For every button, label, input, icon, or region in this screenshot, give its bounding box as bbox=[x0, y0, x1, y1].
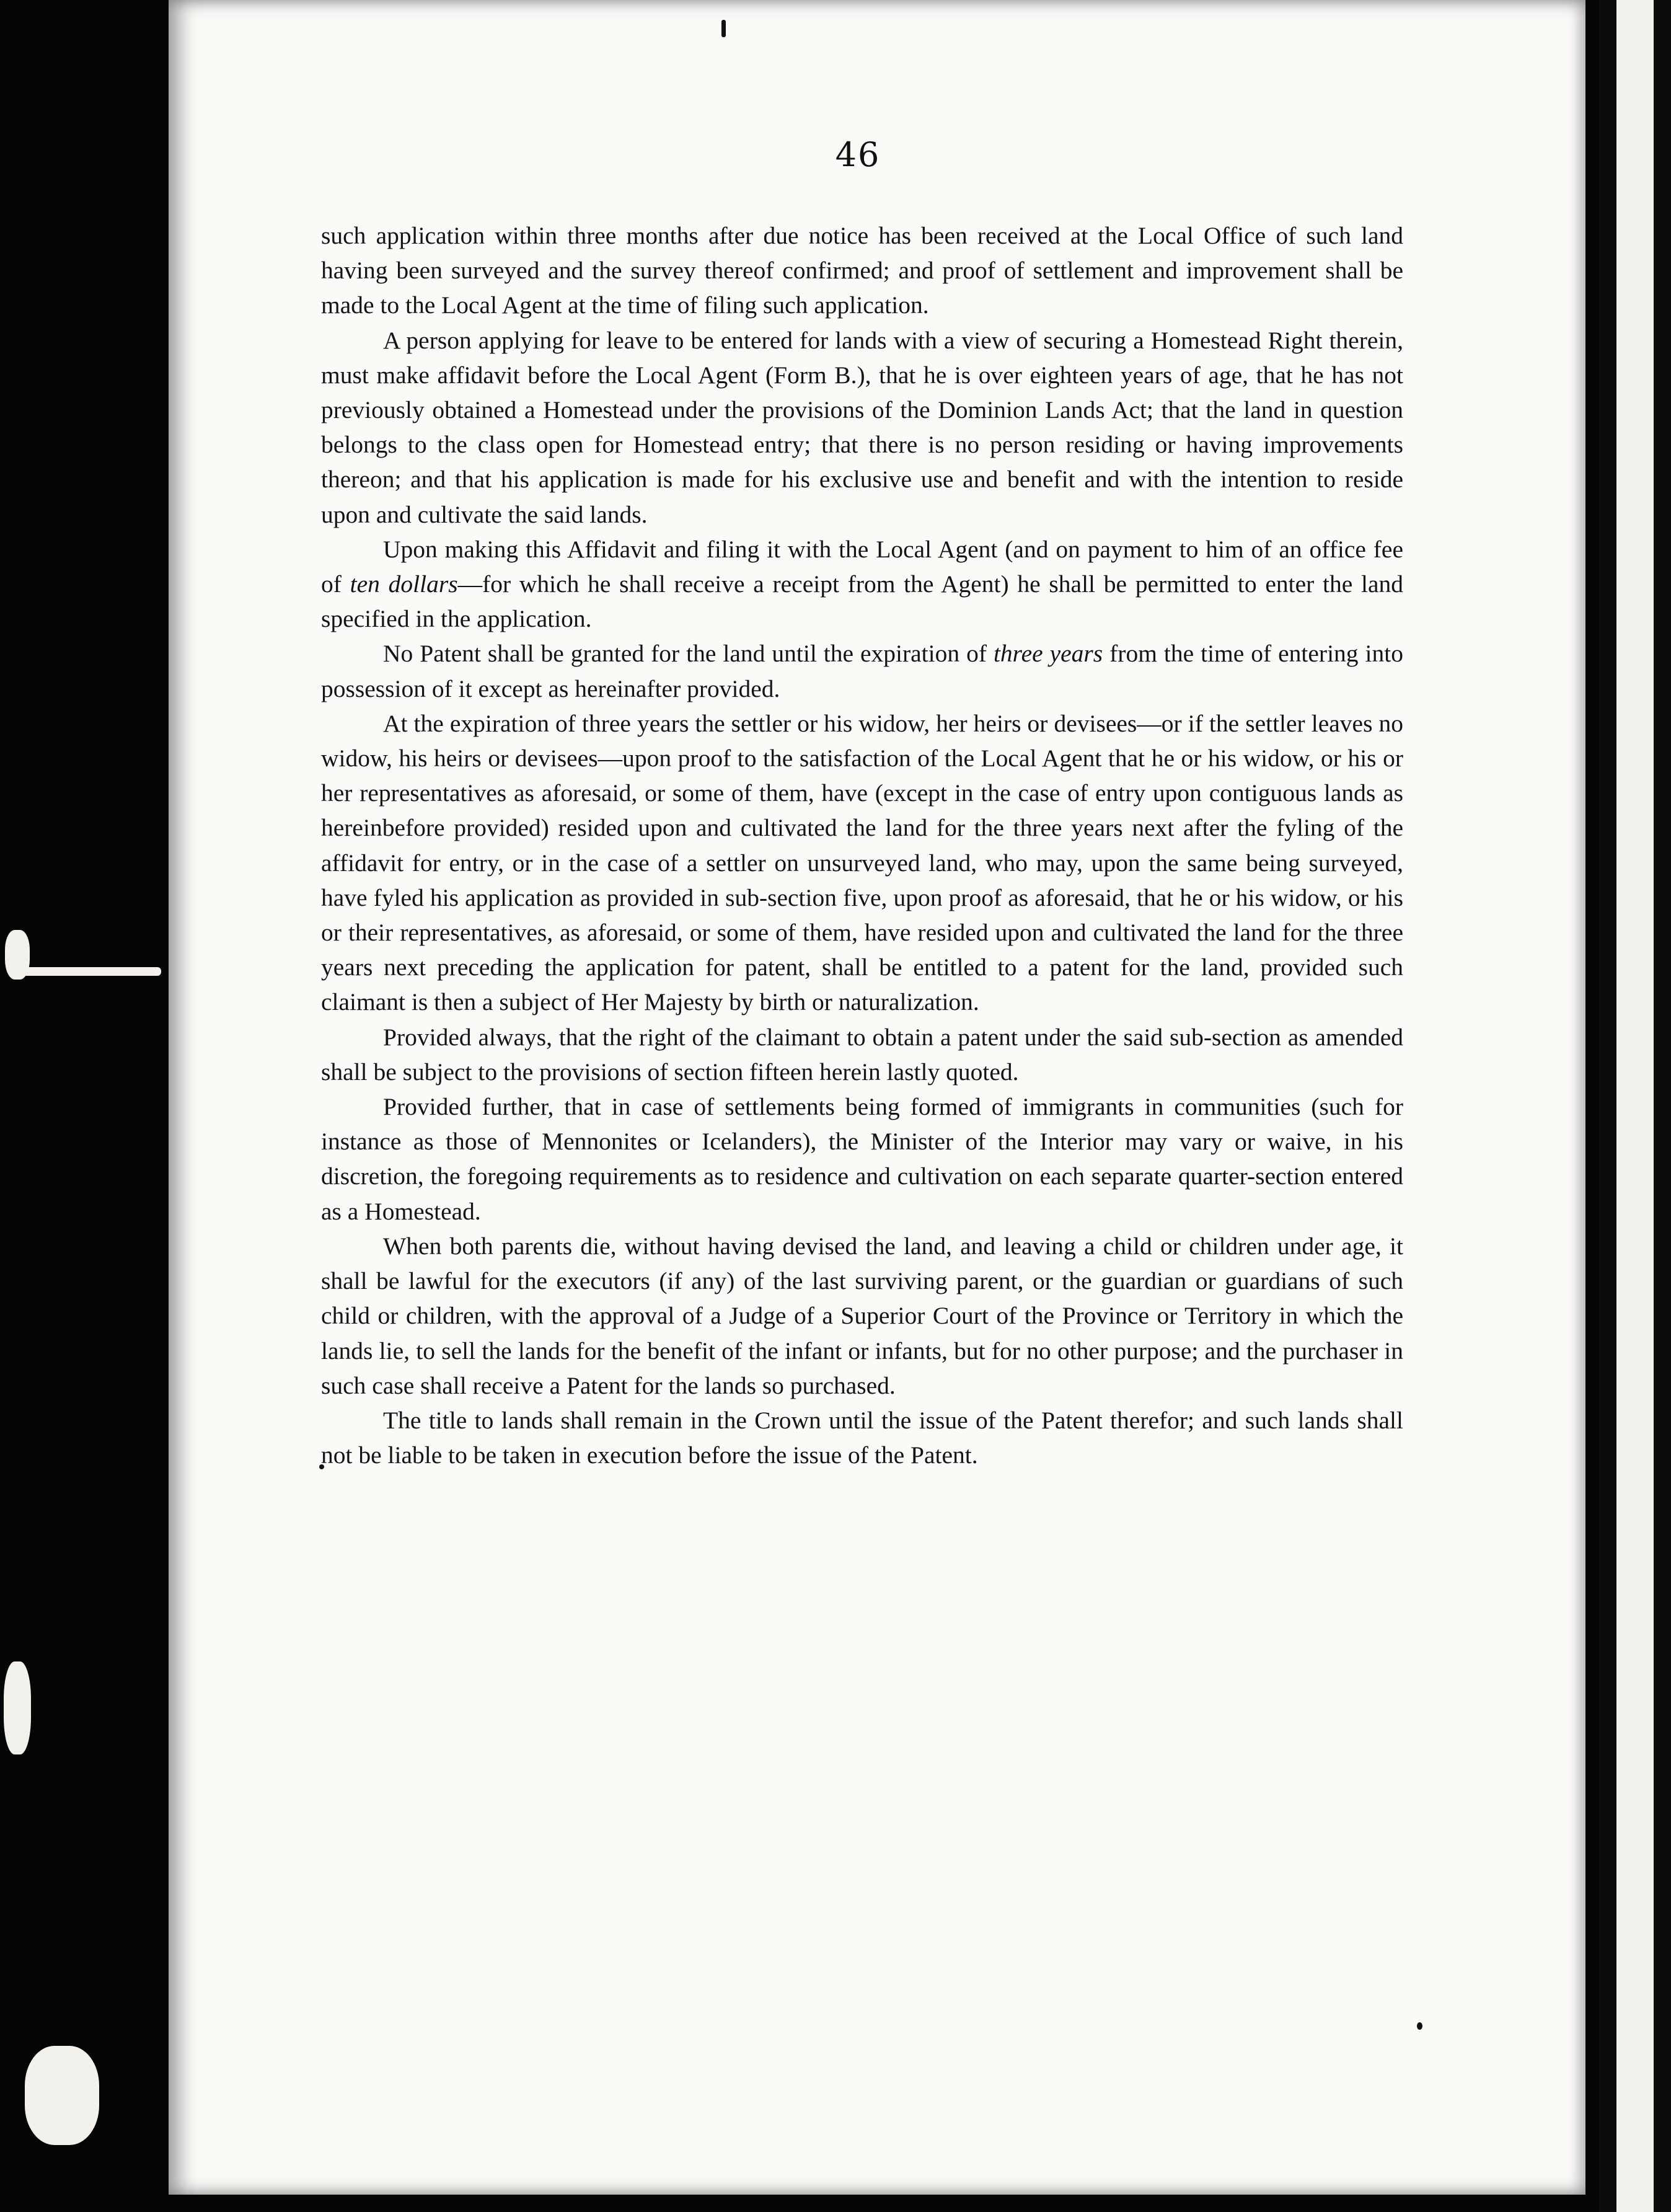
page-number: 46 bbox=[835, 135, 881, 174]
ink-speck bbox=[1417, 2022, 1422, 2030]
paragraph: Upon making this Affidavit and filing it with the Local Agent (and on payment to him of an office fee of ten dollars—for which he shall receive a receipt from the Agent) he shall be permitted to enter the land specified in the application. bbox=[321, 535, 1404, 633]
paragraph: At the expiration of three years the settler or his widow, her heirs or devisees—or if the settler leaves no widow, his heirs or devisees—upon proof to the satisfaction of the Local Agent that he or his widow, or his or her representatives as aforesaid, or some of them, have (except in the case of entry upon contiguous lands as hereinbefore provided) resided upon and cultivated the land for the three years next after the fyling of the affidavit for entry, or in the case of a settler on unsurveyed land, who may, upon the same being surveyed, have fyled his application as provided in sub-section five, upon proof as aforesaid, that he or his widow, or his or their representatives, as aforesaid, or some of them, have resided upon and cultivated the land for the three years next preceding the application for patent, shall be entitled to a patent for the land, provided such claimant is then a subject of Her Majesty by birth or naturalization. bbox=[321, 709, 1403, 1016]
scan-artifact bbox=[19, 967, 161, 976]
scan-artifact bbox=[4, 1661, 31, 1754]
paragraph: When both parents die, without having devised the land, and leaving a child or children under age, it shall be lawful for the executors (if any) of the last surviving parent, or the guardian or guardians of such child or children, with the approval of a Judge of a Superior Court of the Province or Territory in which the lands lie, to sell the lands for the benefit of the infant or infants, but for no other purpose; and the purchaser in such case shall receive a Patent for the lands so purchased. bbox=[321, 1232, 1403, 1399]
emphasis-text: three years bbox=[993, 640, 1103, 668]
paragraph: such application within three months after due notice has been received at the Local Office of such land having been surveyed and the survey thereof confirmed; and proof of settlement and improvement shall be made to the Local Agent at the time of filing such application. bbox=[321, 222, 1403, 319]
adjacent-page-edge bbox=[1616, 0, 1654, 2212]
scan-artifact bbox=[25, 2046, 99, 2145]
paragraph: Provided further, that in case of settlements being formed of immigrants in communities (such for instance as those of Mennonites or Icelanders), the Minister of the Interior may vary or waive, in his discretion, the foregoing requirements as to residence and cultivation on each separate quarter-section entered as a Homestead. bbox=[321, 1093, 1403, 1225]
paragraph: The title to lands shall remain in the Crown until the issue of the Patent therefor; and such lands shall not be liable to be taken in execution before the issue of the Patent. bbox=[321, 1406, 1403, 1469]
emphasis-text: ten dollars bbox=[350, 570, 458, 598]
paragraph: No Patent shall be granted for the land until the expiration of three years from the time of entering into possession of it except as hereinafter provided. bbox=[321, 640, 1403, 702]
body-text bbox=[321, 218, 1403, 1472]
paragraph: Provided always, that the right of the claimant to obtain a patent under the said sub-section as amended shall be subject to the provisions of section fifteen herein lastly quoted. bbox=[321, 1023, 1403, 1086]
paragraph: A person applying for leave to be entered for lands with a view of securing a Homestead Right therein, must make affidavit before the Local Agent (Form B.), that he is over eighteen years of age, that he has not previously obtained a Homestead under the provisions of the Dominion Lands Act; that the land in question belongs to the class open for Homestead entry; that there is no person residing or having improvements thereon; and that his application is made for his exclusive use and benefit and with the intention to reside upon and cultivate the said lands. bbox=[321, 326, 1403, 528]
ink-speck bbox=[721, 20, 726, 37]
